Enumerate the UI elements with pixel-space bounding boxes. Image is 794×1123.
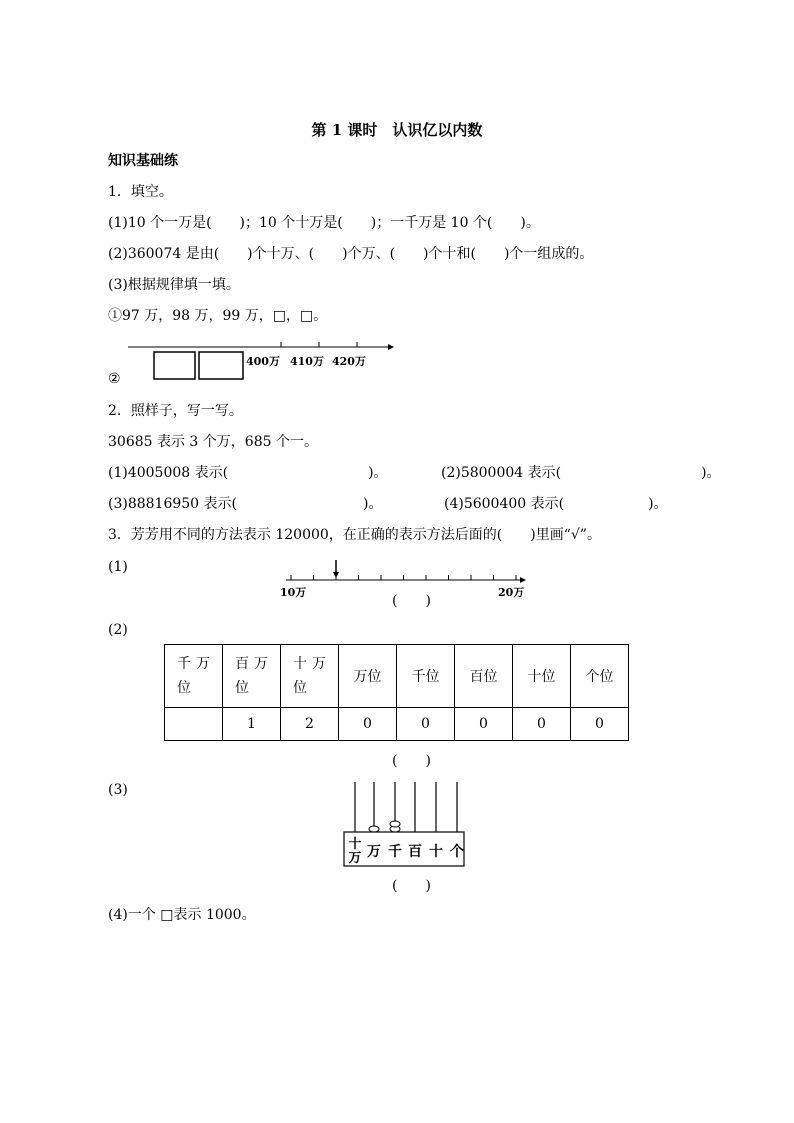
cell-qian: 0 xyxy=(397,708,455,741)
q1-line3: (3)根据规律填一填。 xyxy=(108,277,240,293)
abacus-label-shi: 十 xyxy=(429,844,443,860)
abacus-label-bai: 百 xyxy=(408,844,422,860)
abacus-label-shiwan-1: 十 xyxy=(348,837,362,852)
abacus-label-ge: 个 xyxy=(450,844,464,860)
answer-paren-3[interactable]: ( ) xyxy=(392,878,431,894)
q3-part2-label: (2) xyxy=(108,622,128,638)
cell-qianwan xyxy=(165,708,223,741)
q1-line4: ①97 万，98 万，99 万，□，□。 xyxy=(108,308,328,324)
cell-wan: 0 xyxy=(339,708,397,741)
q1-line5-label: ② xyxy=(108,371,121,387)
q1-line1: (1)10 个一万是( )；10 个十万是( )；一千万是 10 个( )。 xyxy=(108,215,540,231)
abacus-label-shiwan-2: 万 xyxy=(348,851,362,866)
nl-label-400: 400万 xyxy=(246,355,280,368)
q3-part3-label: (3) xyxy=(108,782,128,798)
axis-end-label: 20万 xyxy=(498,586,525,599)
q2-item2: (2)5800004 表示( )。 xyxy=(441,465,721,481)
header-shiwei: 十位 xyxy=(513,645,571,708)
answer-paren-2[interactable]: ( ) xyxy=(392,753,431,769)
cell-bai: 0 xyxy=(455,708,513,741)
abacus-label-qian: 千 xyxy=(388,844,402,860)
cell-baiwan: 1 xyxy=(223,708,281,741)
abacus-label-wan: 万 xyxy=(367,844,381,860)
nl-label-420: 420万 xyxy=(332,355,366,368)
header-qianwei: 千位 xyxy=(397,645,455,708)
q2-example: 30685 表示 3 个万，685 个一。 xyxy=(108,434,318,450)
nl-label-410: 410万 xyxy=(290,355,324,368)
header-shiwan: 十 万 位 xyxy=(281,645,339,708)
axis-start-label: 10万 xyxy=(280,586,307,599)
q3-heading: 3．芳芳用不同的方法表示 120000，在正确的表示方法后面的( )里画“√”。 xyxy=(108,527,601,543)
header-qianwan: 千 万 位 xyxy=(165,645,223,708)
header-wanwei: 万位 xyxy=(339,645,397,708)
bead-wan xyxy=(369,826,379,832)
cell-ge: 0 xyxy=(571,708,629,741)
answer-box-2 xyxy=(199,352,243,379)
header-baiwan: 百 万 位 xyxy=(223,645,281,708)
q3-part4: (4)一个 □表示 1000。 xyxy=(108,907,256,923)
q2-heading: 2．照样子，写一写。 xyxy=(108,403,243,419)
q2-item4: (4)5600400 表示( )。 xyxy=(444,496,668,512)
abacus xyxy=(340,778,470,870)
q1-line2: (2)360074 是由( )个十万、( )个万、( )个十和( )个一组成的。 xyxy=(108,246,594,262)
q3-part1-label: (1) xyxy=(108,559,128,575)
answer-box-1 xyxy=(154,352,195,379)
q2-item3: (3)88816950 表示( )。 xyxy=(108,496,383,512)
place-value-table xyxy=(164,644,629,741)
page-title: 第 1 课时 认识亿以内数 xyxy=(311,121,483,139)
cell-shi: 0 xyxy=(513,708,571,741)
section-heading: 知识基础练 xyxy=(108,153,178,169)
header-gewei: 个位 xyxy=(571,645,629,708)
q2-item1: (1)4005008 表示( )。 xyxy=(108,465,388,481)
answer-paren-1[interactable]: ( ) xyxy=(392,593,431,609)
bead-qian-2 xyxy=(390,821,400,827)
numberline-boxes xyxy=(120,336,400,382)
header-baiwei: 百位 xyxy=(455,645,513,708)
q1-heading: 1．填空。 xyxy=(108,184,173,200)
cell-shiwan: 2 xyxy=(281,708,339,741)
